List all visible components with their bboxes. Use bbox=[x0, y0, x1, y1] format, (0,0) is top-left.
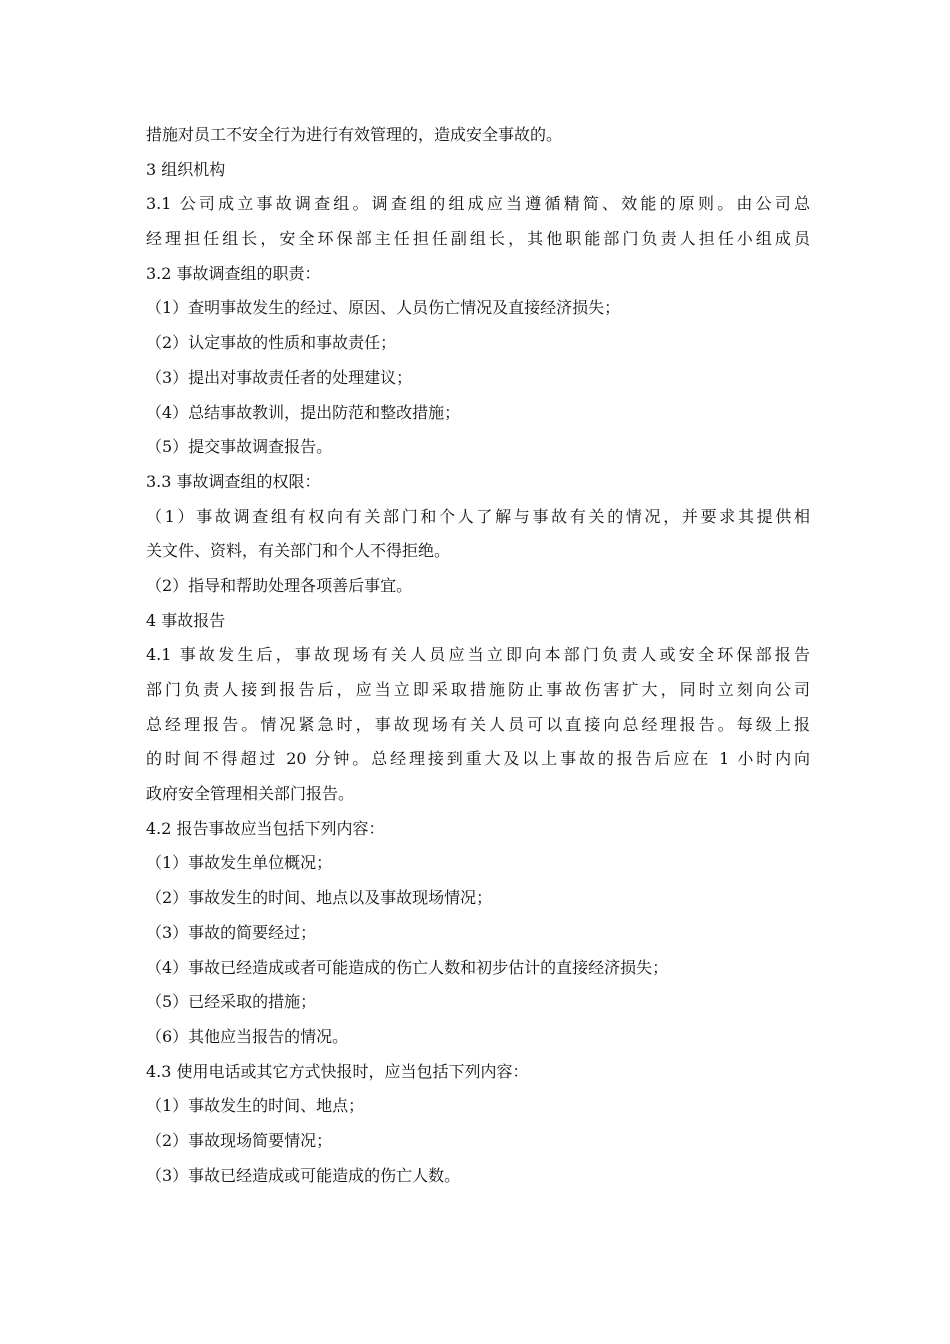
section-heading: 4 事故报告 bbox=[146, 610, 226, 630]
text-line: 3.1 公司成立事故调查组。调查组的组成应当遵循精简、效能的原则。由公司总 bbox=[146, 194, 810, 214]
list-item: （2）事故现场简要情况； bbox=[146, 1130, 333, 1150]
list-item: （1）事故发生的时间、地点； bbox=[146, 1096, 365, 1116]
subsection-heading: 3.2 事故调查组的职责： bbox=[146, 263, 321, 283]
text-line: 4.1 事故发生后，事故现场有关人员应当立即向本部门负责人或安全环保部报告 bbox=[146, 645, 810, 665]
list-item: （2）认定事故的性质和事故责任； bbox=[146, 333, 397, 353]
subsection-heading: 3.3 事故调查组的权限： bbox=[146, 471, 321, 491]
text-line: 部门负责人接到报告后，应当立即采取措施防止事故伤害扩大，同时立刻向公司 bbox=[146, 680, 810, 699]
list-item: （3）提出对事故责任者的处理建议； bbox=[146, 367, 413, 387]
list-item: （2）指导和帮助处理各项善后事宜。 bbox=[146, 575, 413, 595]
list-item: （3）事故已经造成或可能造成的伤亡人数。 bbox=[146, 1165, 461, 1185]
list-item: （2）事故发生的时间、地点以及事故现场情况； bbox=[146, 888, 493, 908]
section-heading: 3 组织机构 bbox=[146, 159, 226, 179]
document-body bbox=[146, 118, 810, 1193]
text-line: 的时间不得超过 20 分钟。总经理接到重大及以上事故的报告后应在 1 小时内向 bbox=[146, 749, 810, 769]
list-item: （6）其他应当报告的情况。 bbox=[146, 1026, 349, 1046]
text-line: 政府安全管理相关部门报告。 bbox=[146, 784, 355, 804]
list-item: （1）事故调查组有权向有关部门和个人了解与事故有关的情况，并要求其提供相 bbox=[146, 506, 810, 526]
list-item: （3）事故的简要经过； bbox=[146, 922, 317, 942]
text-line: 关文件、资料，有关部门和个人不得拒绝。 bbox=[146, 541, 451, 561]
text-line: 总经理报告。情况紧急时，事故现场有关人员可以直接向总经理报告。每级上报 bbox=[146, 714, 810, 734]
list-item: （5）已经采取的措施； bbox=[146, 992, 317, 1012]
subsection-heading: 4.3 使用电话或其它方式快报时，应当包括下列内容： bbox=[146, 1061, 529, 1081]
list-item: （4）事故已经造成或者可能造成的伤亡人数和初步估计的直接经济损失； bbox=[146, 957, 669, 977]
list-item: （5）提交事故调查报告。 bbox=[146, 437, 333, 457]
text-line: 经理担任组长，安全环保部主任担任副组长，其他职能部门负责人担任小组成员 bbox=[146, 229, 810, 249]
subsection-heading: 4.2 报告事故应当包括下列内容： bbox=[146, 818, 385, 838]
list-item: （4）总结事故教训，提出防范和整改措施； bbox=[146, 402, 461, 422]
text-line: 措施对员工不安全行为进行有效管理的，造成安全事故的。 bbox=[146, 125, 563, 144]
list-item: （1）查明事故发生的经过、原因、人员伤亡情况及直接经济损失； bbox=[146, 298, 621, 318]
list-item: （1）事故发生单位概况； bbox=[146, 853, 333, 873]
